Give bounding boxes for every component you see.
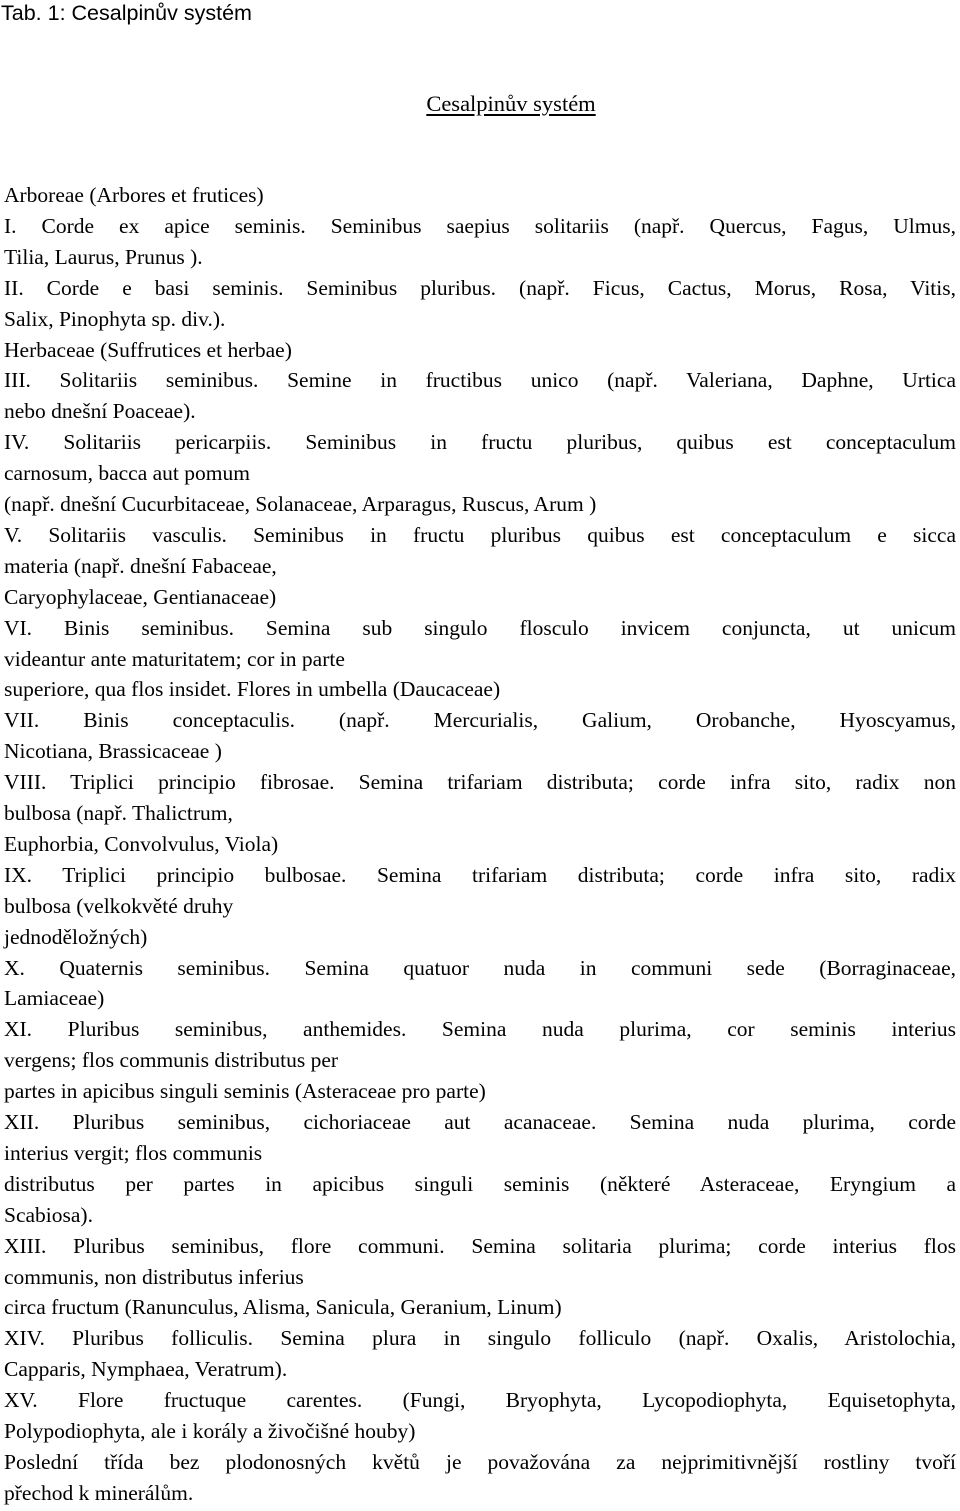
text-line: materia (např. dnešní Fabaceae, — [4, 553, 277, 578]
text-line: (např. dnešní Cucurbitaceae, Solanaceae, Arparagus, Ruscus, Arum ) — [4, 492, 597, 516]
text-line: přechod k minerálům. — [4, 1480, 194, 1505]
text-line: partes in apicibus singuli seminis (Asteraceae pro parte) — [4, 1079, 486, 1104]
text-line: videantur ante maturitatem; cor in parte — [4, 646, 345, 671]
text-line: carnosum, bacca aut pomum — [4, 461, 250, 486]
text-line: bulbosa (např. Thalictrum, — [4, 801, 233, 825]
text-line: X. Quaternis seminibus. Semina quatuor nuda in communi sede (Borraginaceae, — [4, 955, 956, 980]
text-line: IV. Solitariis pericarpiis. Seminibus in fructu pluribus, quibus est conceptaculum — [4, 430, 956, 455]
text-line: Arboreae (Arbores et frutices) — [4, 183, 264, 207]
text-line: III. Solitariis seminibus. Semine in fructibus unico (např. Valeriana, Daphne, Urtica — [4, 368, 956, 393]
text-line: Caryophylaceae, Gentianaceae) — [4, 584, 277, 609]
text-line: XIV. Pluribus folliculis. Semina plura in singulo folliculo (např. Oxalis, Aristolochia, — [4, 1326, 956, 1351]
text-line: XV. Flore fructuque carentes. (Fungi, Bryophyta, Lycopodiophyta, Equisetophyta, — [4, 1388, 956, 1413]
text-line: vergens; flos communis distributus per — [4, 1048, 339, 1073]
text-line: Salix, Pinophyta sp. div.). — [4, 306, 226, 331]
text-line: circa fructum (Ranunculus, Alisma, Sanicula, Geranium, Linum) — [4, 1295, 562, 1320]
text-line: Poslední třída bez plodonosných květů je považována za nejprimitivnější rostliny tvoří — [4, 1449, 956, 1474]
text-line: VIII. Triplici principio fibrosae. Semina trifariam distributa; corde infra sito, radix non — [4, 770, 956, 795]
text-line: II. Corde e basi seminis. Seminibus pluribus. (např. Ficus, Cactus, Morus, Rosa, Vitis, — [4, 275, 956, 300]
text-line: I. Corde ex apice seminis. Seminibus saepius solitariis (např. Quercus, Fagus, Ulmus, — [4, 213, 956, 238]
text-line: IX. Triplici principio bulbosae. Semina trifariam distributa; corde infra sito, radix — [4, 862, 956, 887]
text-line: XII. Pluribus seminibus, cichoriaceae aut acanaceae. Semina nuda plurima, corde — [4, 1110, 956, 1134]
text-line: superiore, qua flos insidet. Flores in umbella (Daucaceae) — [4, 677, 501, 702]
text-line: XI. Pluribus seminibus, anthemides. Semina nuda plurima, cor seminis interius — [4, 1017, 956, 1042]
text-line: bulbosa (velkokvěté druhy — [4, 893, 234, 918]
text-line: V. Solitariis vasculis. Seminibus in fructu pluribus quibus est conceptaculum e sicca — [4, 522, 956, 547]
table-caption: Tab. 1: Cesalpinův systém — [1, 1, 252, 25]
text-line: Capparis, Nymphaea, Veratrum). — [4, 1357, 288, 1382]
text-line: jednoděložných) — [4, 924, 148, 949]
text-line: Scabiosa). — [4, 1202, 93, 1227]
text-line: distributus per partes in apicibus singuli seminis (některé Asteraceae, Eryngium a — [4, 1171, 956, 1196]
text-line: XIII. Pluribus seminibus, flore communi. Semina solitaria plurima; corde interius flos — [4, 1233, 956, 1258]
text-line: Euphorbia, Convolvulus, Viola) — [4, 831, 279, 856]
text-line: communis, non distributus inferius — [4, 1264, 304, 1289]
page-title: Cesalpinův systém — [426, 91, 596, 116]
text-line: Nicotiana, Brassicaceae ) — [4, 739, 222, 764]
text-line: Polypodiophyta, ale i korály a živočišné houby) — [4, 1419, 416, 1443]
text-line: interius vergit; flos communis — [4, 1140, 263, 1165]
text-line: nebo dnešní Poaceae). — [4, 399, 196, 424]
text-line: Tilia, Laurus, Prunus ). — [4, 244, 203, 269]
text-line: Lamiaceae) — [4, 986, 105, 1011]
text-line: VI. Binis seminibus. Semina sub singulo flosculo invicem conjuncta, ut unicum — [4, 615, 956, 640]
text-line: VII. Binis conceptaculis. (např. Mercurialis, Galium, Orobanche, Hyoscyamus, — [4, 708, 956, 733]
text-line: Herbaceae (Suffrutices et herbae) — [4, 337, 292, 362]
